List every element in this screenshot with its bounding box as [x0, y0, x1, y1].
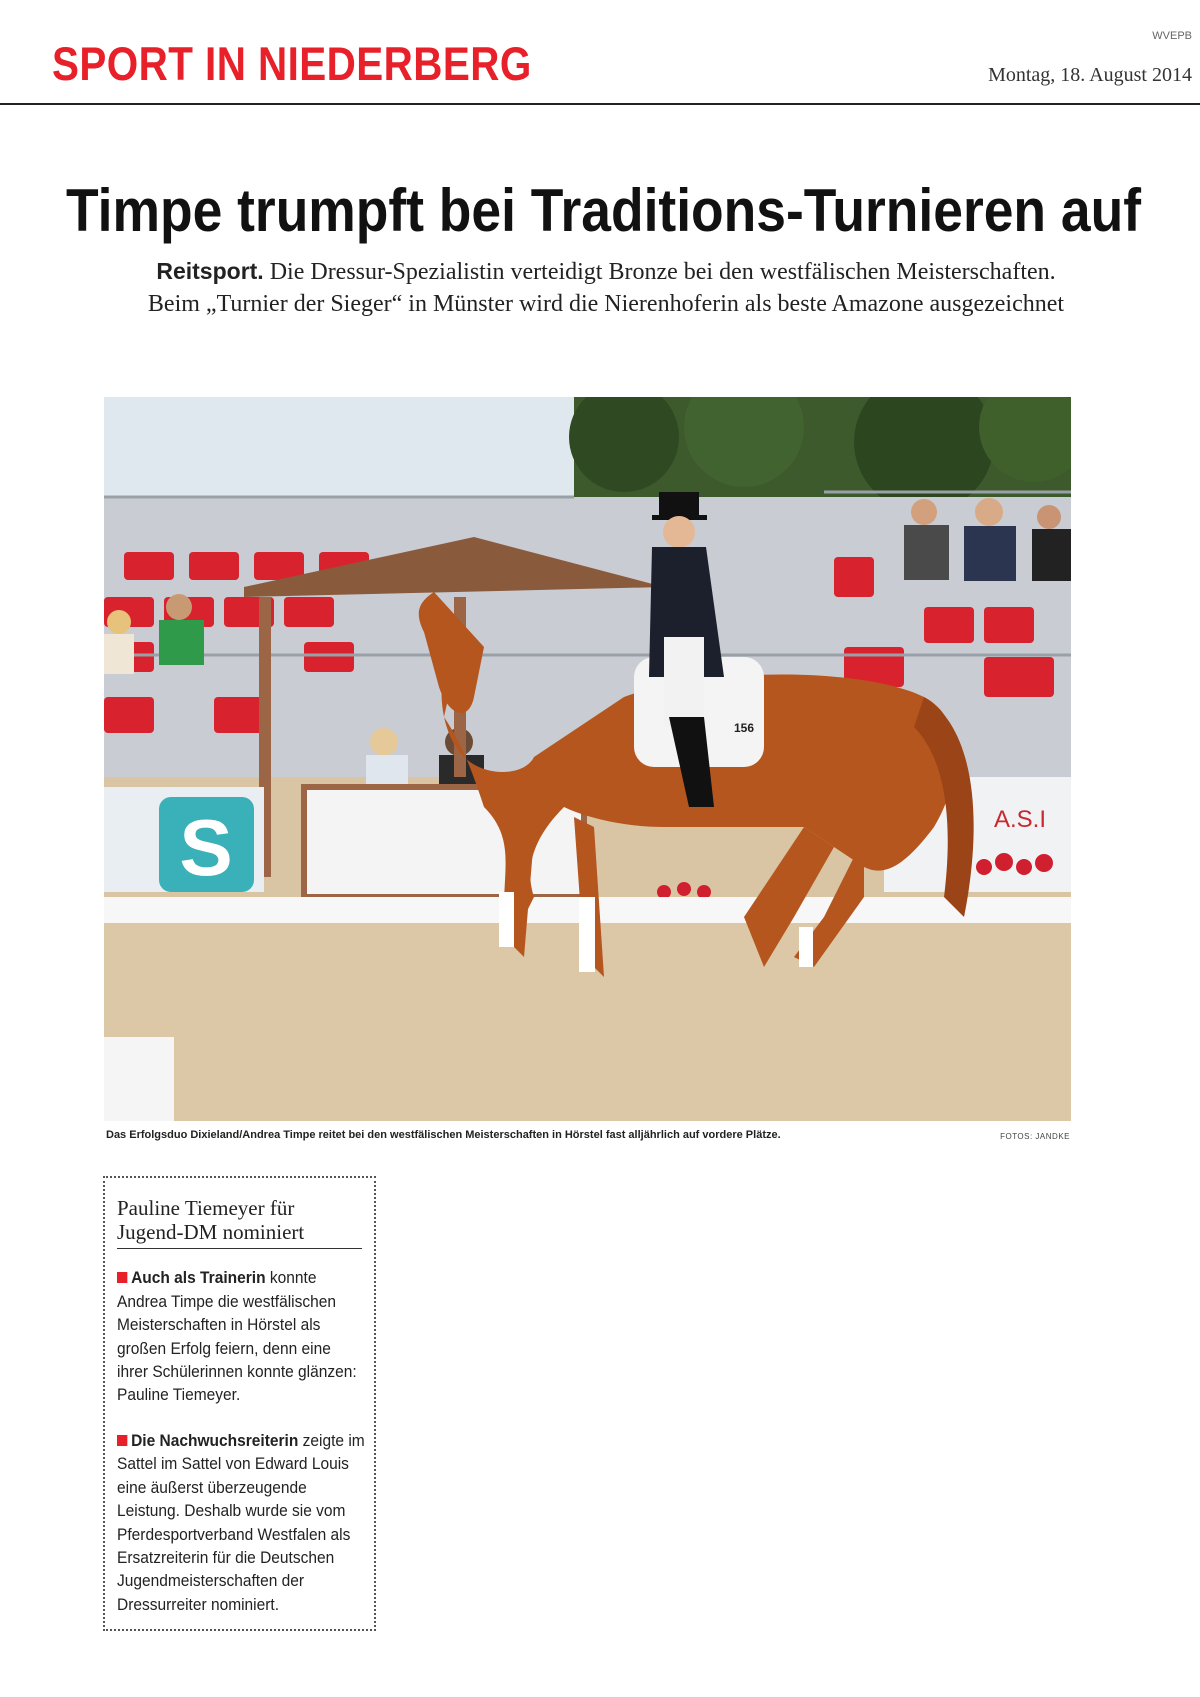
- article-photo: [104, 397, 1071, 1121]
- infobox-paragraph-1: [117, 1267, 366, 1408]
- dressage-photo-illustration: [104, 397, 1071, 1121]
- subhead-line-2: Beim „Turnier der Sieger“ in Münster wird die Nierenhoferin als beste Amazone ausgezeichnet: [147, 291, 1065, 318]
- photo-credit: FOTOS: JANDKE: [1000, 1132, 1070, 1141]
- infobox: [103, 1176, 376, 1631]
- red-square-bullet-icon: [117, 1272, 127, 1283]
- infobox-text-1: konnte Andrea Timpe die westfälischen Meisterschaften in Hörstel als großen Erfolg feiern, denn eine ihrer Schülerinnen konnte glänzen: Pauline Tiemeyer.: [117, 1269, 357, 1405]
- number-cloth: 156: [734, 721, 755, 735]
- source-code: WVEPB: [1152, 30, 1192, 42]
- headline: Timpe trumpft bei Traditions-Turnieren auf: [66, 177, 1141, 244]
- infobox-lead-1: Auch als Trainerin: [131, 1269, 266, 1288]
- section-title: SPORT IN NIEDERBERG: [52, 37, 532, 90]
- red-square-bullet-icon: [117, 1435, 127, 1446]
- subhead: [66, 256, 1146, 321]
- sponsor-letter: S: [179, 803, 233, 892]
- photo-caption: Das Erfolgsduo Dixieland/Andrea Timpe reitet bei den westfälischen Meisterschaften in Hörstel fast alljährlich auf vordere Plätze.: [106, 1129, 781, 1141]
- kicker: Reitsport.: [156, 258, 264, 284]
- infobox-lead-2: Die Nachwuchsreiterin: [131, 1431, 299, 1450]
- header-rule: [0, 103, 1200, 105]
- infobox-text-2: zeigte im Sattel im Sattel von Edward Louis eine äußerst überzeugende Leistung. Deshalb wurde sie vom Pferdesportverband Westfalen als Ersatzreiterin für die Deutschen Jugendmeisterschaften der Dressurreiter nominiert.: [117, 1431, 365, 1614]
- issue-date: Montag, 18. August 2014: [988, 64, 1192, 86]
- banner-text: A.S.I: [994, 806, 1047, 833]
- infobox-title: Pauline Tiemeyer für Jugend-DM nominiert: [117, 1196, 362, 1249]
- infobox-paragraph-2: [117, 1430, 366, 1617]
- subhead-line-1: Die Dressur-Spezialistin verteidigt Bronze bei den westfälischen Meisterschaften.: [269, 259, 1056, 285]
